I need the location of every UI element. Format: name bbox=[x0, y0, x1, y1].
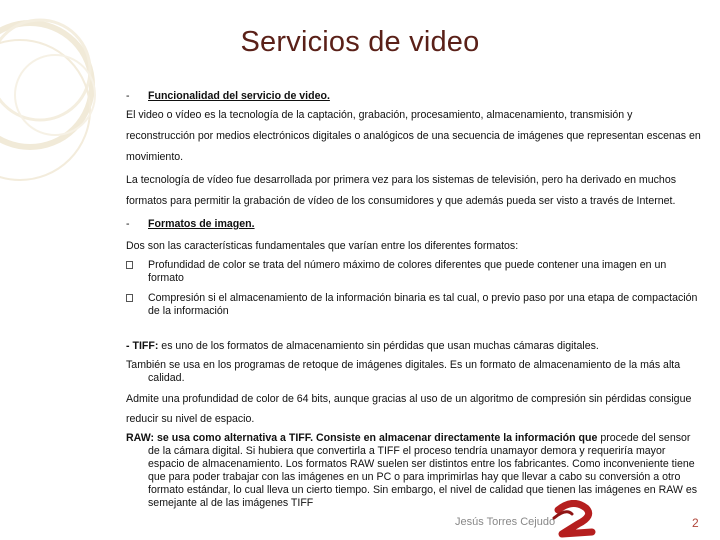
tiff-text: es uno de los formatos de almacenamiento sin pérdidas que usan muchas cámaras digitales. bbox=[158, 340, 599, 352]
logo-icon bbox=[548, 500, 608, 540]
paragraph-video-technology: La tecnología de vídeo fue desarrollada por primera vez para los sistemas de televisión, pero ha derivado en muchos formatos para permitir la grabación de vídeo de los consumidores y que además pueda ser visto a través de Internet. bbox=[126, 174, 677, 207]
square-bullet-icon bbox=[126, 261, 133, 269]
heading-text: Formatos de imagen. bbox=[148, 218, 255, 230]
section-heading-formats bbox=[126, 218, 701, 231]
footer-author: Jesús Torres Cejudo bbox=[455, 516, 556, 528]
raw-text: procede del sensor de la cámara digital. Si hubiera que convertirla a TIFF el proceso tendría unamayor demora y requeriría mayor espacio de almacenamiento. Los formatos RAW suelen ser distintos entre los fabricantes. Como inconveniente tiene que para poder trabajar con las imágenes en un PC o para imprimirlas hay que llevar a cabo su conversión a otro formato estándar, lo cual lleva un cierto tiempo. Sin embargo, el nivel de calidad que tienen las imágenes en RAW es semejante al de las imágenes TIFF bbox=[148, 432, 698, 509]
paragraph-tiff-space: reducir su nivel de espacio. bbox=[126, 413, 255, 425]
slide-title: Servicios de video bbox=[240, 26, 480, 58]
paragraph-tiff-color-depth: Admite una profundidad de color de 64 bits, aunque gracias al uso de un algoritmo de compresión sin pérdidas consigue bbox=[126, 393, 692, 405]
heading-marker: - bbox=[126, 90, 130, 102]
list-item bbox=[126, 292, 701, 318]
heading-marker: - bbox=[126, 218, 130, 230]
list-item-text: Compresión si el almacenamiento de la información binaria es tal cual, o previo paso por una etapa de compactación de la información bbox=[148, 292, 698, 317]
paragraph-video-definition: El video o vídeo es la tecnología de la captación, grabación, procesamiento, almacenamiento, transmisión y reconstrucción por medios electrónicos digitales o analógicos de una secuencia de imágenes que representan escenas en movimiento. bbox=[126, 109, 701, 163]
list-item bbox=[126, 259, 701, 285]
heading-text: Funcionalidad del servicio de video. bbox=[148, 90, 330, 102]
paragraph-tiff-usage: También se usa en los programas de retoque de imágenes digitales. Es un formato de almacenamiento de la más alta calidad. bbox=[126, 359, 681, 384]
square-bullet-icon bbox=[126, 294, 133, 302]
raw-label: RAW: se usa como alternativa a TIFF. Consiste en almacenar directamente la información que bbox=[126, 432, 598, 444]
paragraph-tiff bbox=[126, 340, 701, 353]
slide-content bbox=[126, 90, 701, 510]
tiff-label: - TIFF: bbox=[126, 340, 159, 352]
paragraph-raw bbox=[126, 432, 701, 510]
paragraph-characteristics: Dos son las características fundamentales que varían entre los diferentes formatos: bbox=[126, 240, 519, 252]
page-number: 2 bbox=[692, 516, 699, 530]
section-heading-functionality bbox=[126, 90, 701, 103]
list-item-text: Profundidad de color se trata del número máximo de colores diferentes que puede contener una imagen en un formato bbox=[148, 259, 667, 284]
